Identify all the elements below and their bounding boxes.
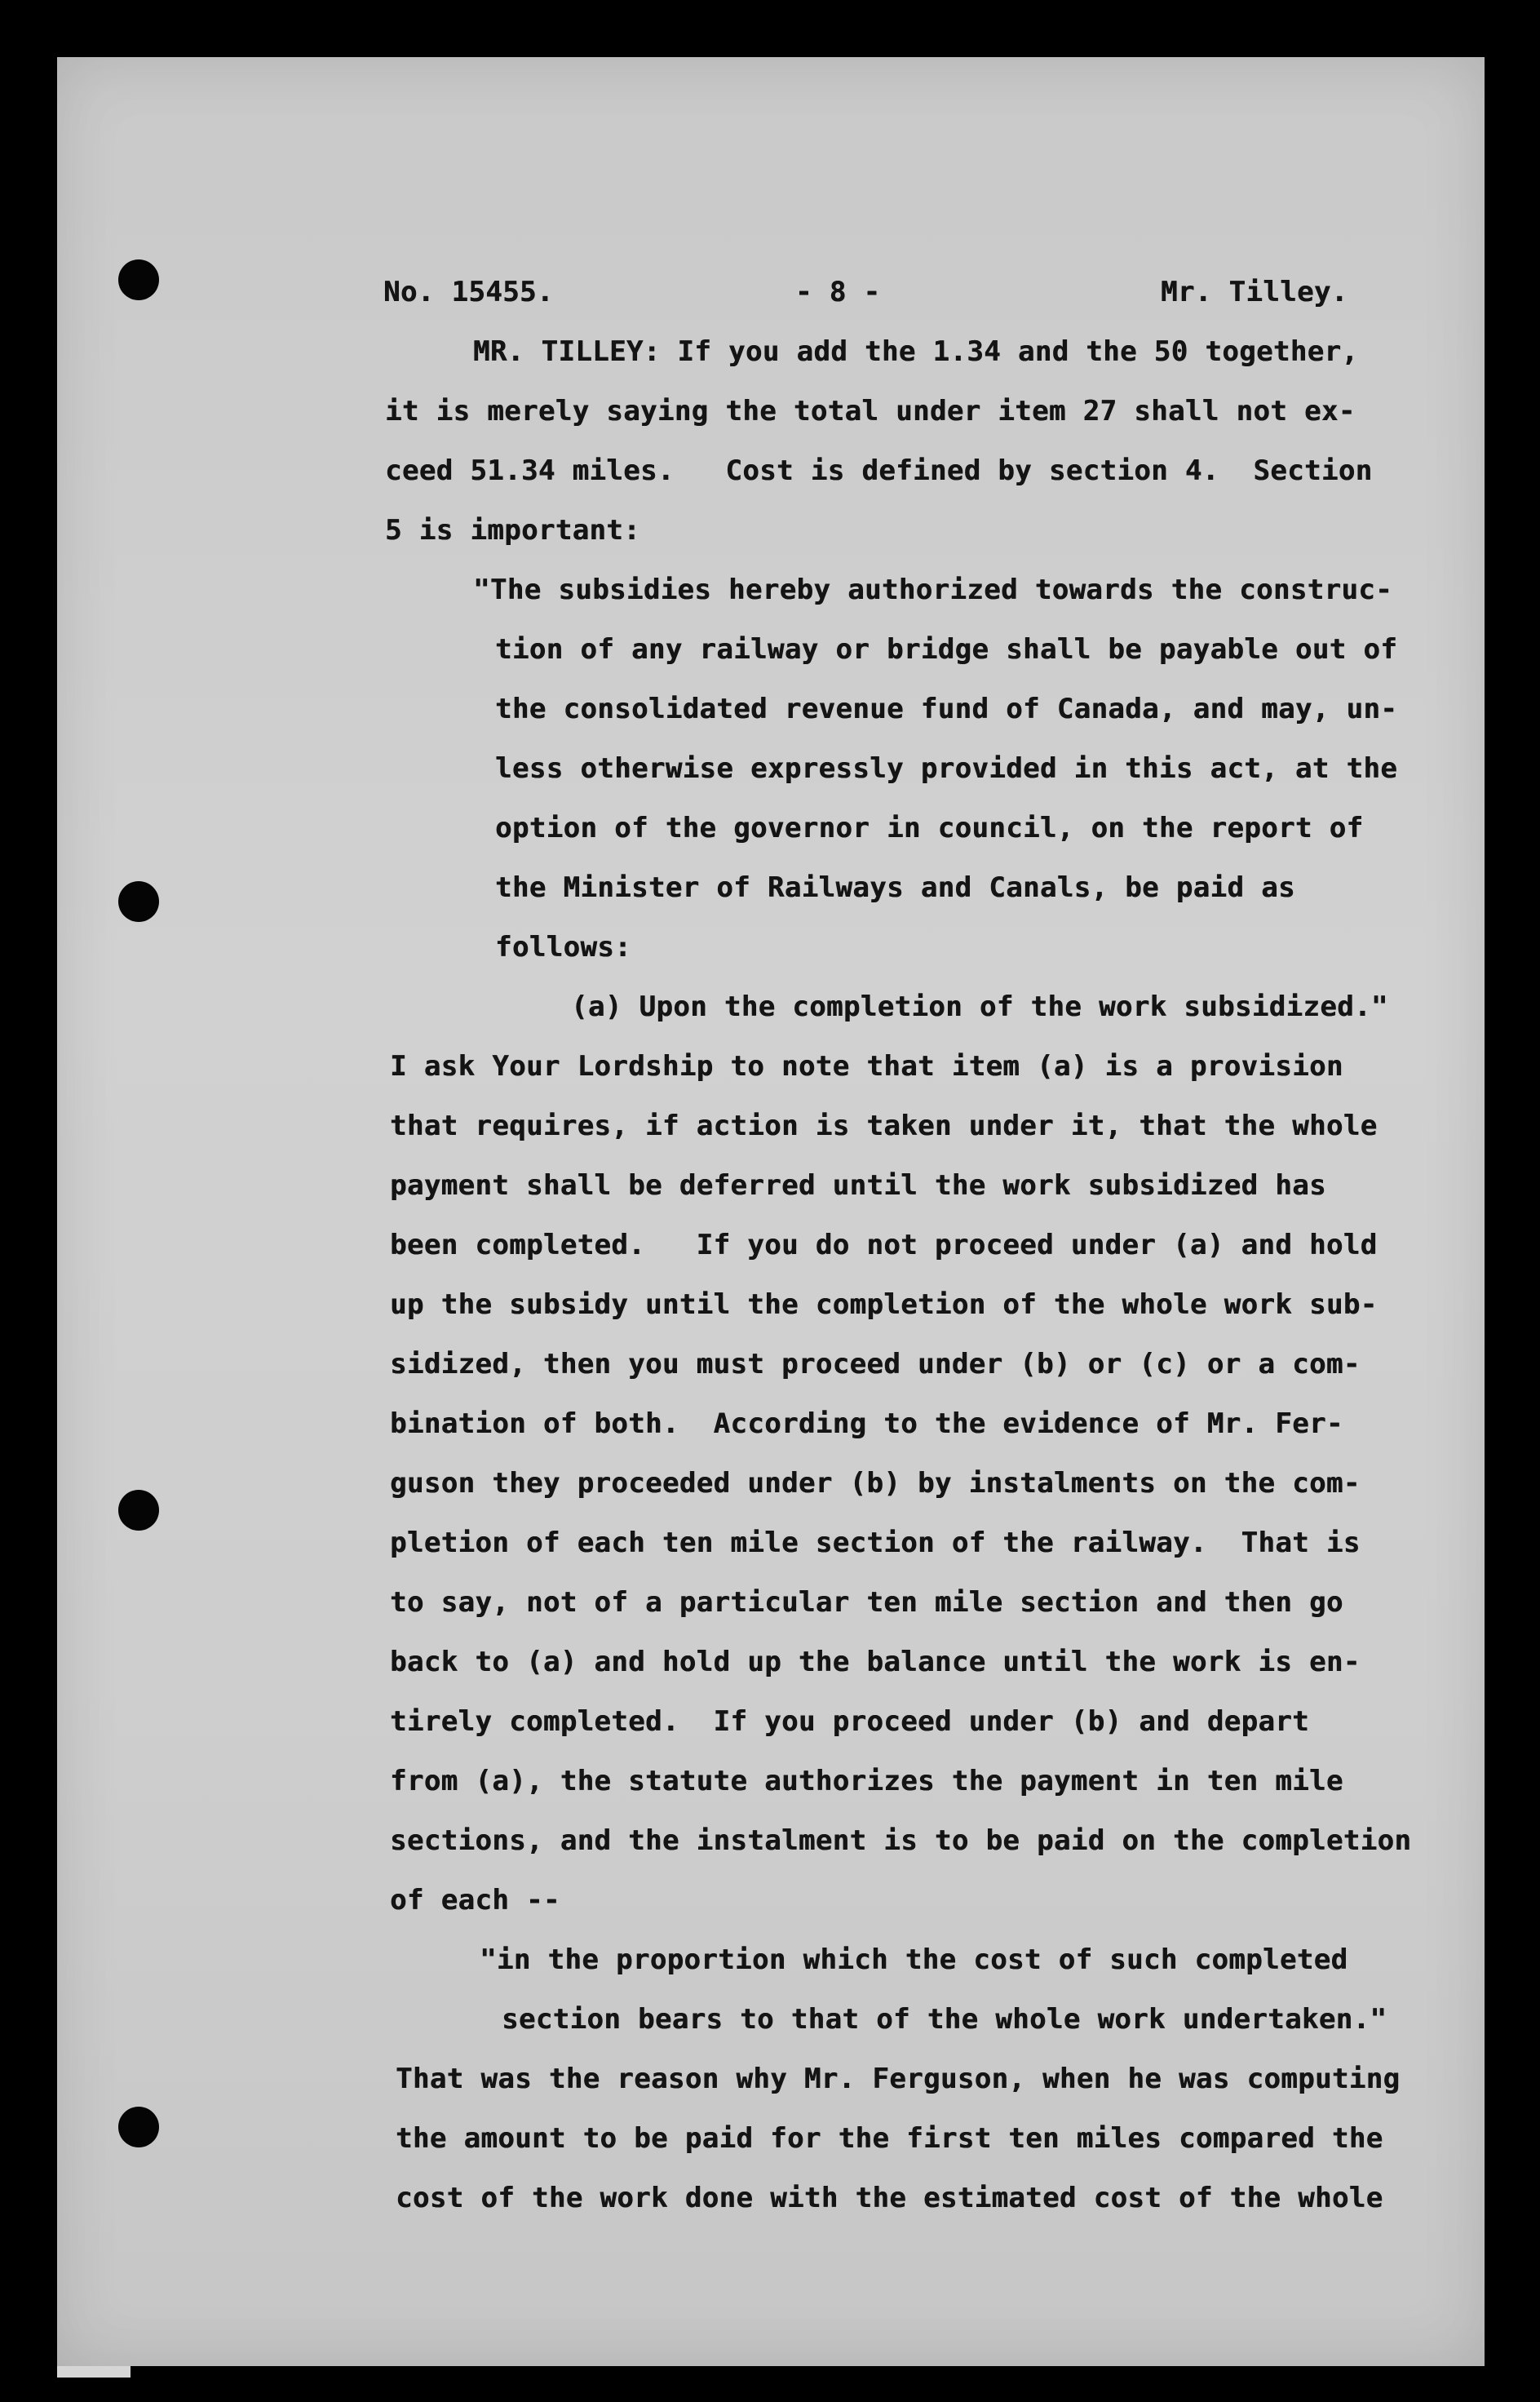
text-line: guson they proceeded under (b) by instalments on the com-	[390, 1467, 1361, 1500]
quote-line: less otherwise expressly provided in this act, at the	[495, 752, 1398, 785]
text-line: 5 is important:	[385, 514, 641, 547]
speaker-name: Mr. Tilley.	[1161, 276, 1348, 308]
text-line: cost of the work done with the estimated cost of the whole	[396, 2182, 1383, 2214]
text-line: pletion of each ten mile section of the railway. That is	[390, 1527, 1361, 1559]
quote-line: follows:	[495, 931, 631, 964]
page-corner-strip	[57, 2366, 131, 2378]
quote-line: option of the governor in council, on the report of	[495, 812, 1364, 844]
quote-line: (a) Upon the completion of the work subsidized."	[571, 990, 1388, 1023]
binder-hole-1	[118, 259, 159, 300]
quote-line: "The subsidies hereby authorized towards the construc-	[473, 574, 1392, 606]
text-line: that requires, if action is taken under it, that the whole	[390, 1110, 1378, 1142]
document-number: No. 15455.	[383, 276, 554, 308]
text-line: of each --	[390, 1884, 560, 1917]
text-line: MR. TILLEY: If you add the 1.34 and the 50 together,	[473, 335, 1359, 368]
text-line: up the subsidy until the completion of the whole work sub-	[390, 1288, 1378, 1321]
text-line: from (a), the statute authorizes the payment in ten mile	[390, 1765, 1343, 1797]
binder-hole-2	[118, 881, 159, 922]
quote-line: "in the proportion which the cost of such completed	[480, 1943, 1348, 1976]
text-line: I ask Your Lordship to note that item (a) is a provision	[390, 1050, 1343, 1083]
text-line: back to (a) and hold up the balance until the work is en-	[390, 1646, 1361, 1678]
page-number: - 8 -	[795, 276, 881, 308]
text-line: it is merely saying the total under item 27 shall not ex-	[385, 395, 1356, 428]
quote-line: tion of any railway or bridge shall be payable out of	[495, 633, 1398, 666]
quote-line: the consolidated revenue fund of Canada, and may, un-	[495, 693, 1398, 725]
binder-hole-3	[118, 1490, 159, 1531]
text-line: been completed. If you do not proceed under (a) and hold	[390, 1229, 1378, 1261]
text-line: sections, and the instalment is to be paid on the completion	[390, 1824, 1412, 1857]
text-line: bination of both. According to the evidence of Mr. Fer-	[390, 1407, 1343, 1440]
text-line: tirely completed. If you proceed under (b) and depart	[390, 1705, 1309, 1738]
binder-hole-4	[118, 2107, 159, 2147]
text-line: payment shall be deferred until the work subsidized has	[390, 1169, 1326, 1202]
quote-line: the Minister of Railways and Canals, be paid as	[495, 871, 1295, 904]
text-line: ceed 51.34 miles. Cost is defined by section 4. Section	[385, 454, 1373, 487]
quote-line: section bears to that of the whole work undertaken."	[502, 2003, 1387, 2036]
text-line: That was the reason why Mr. Ferguson, when he was computing	[396, 2063, 1401, 2095]
text-line: to say, not of a particular ten mile section and then go	[390, 1586, 1343, 1619]
text-line: the amount to be paid for the first ten miles compared the	[396, 2122, 1383, 2155]
text-line: sidized, then you must proceed under (b) or (c) or a com-	[390, 1348, 1361, 1380]
